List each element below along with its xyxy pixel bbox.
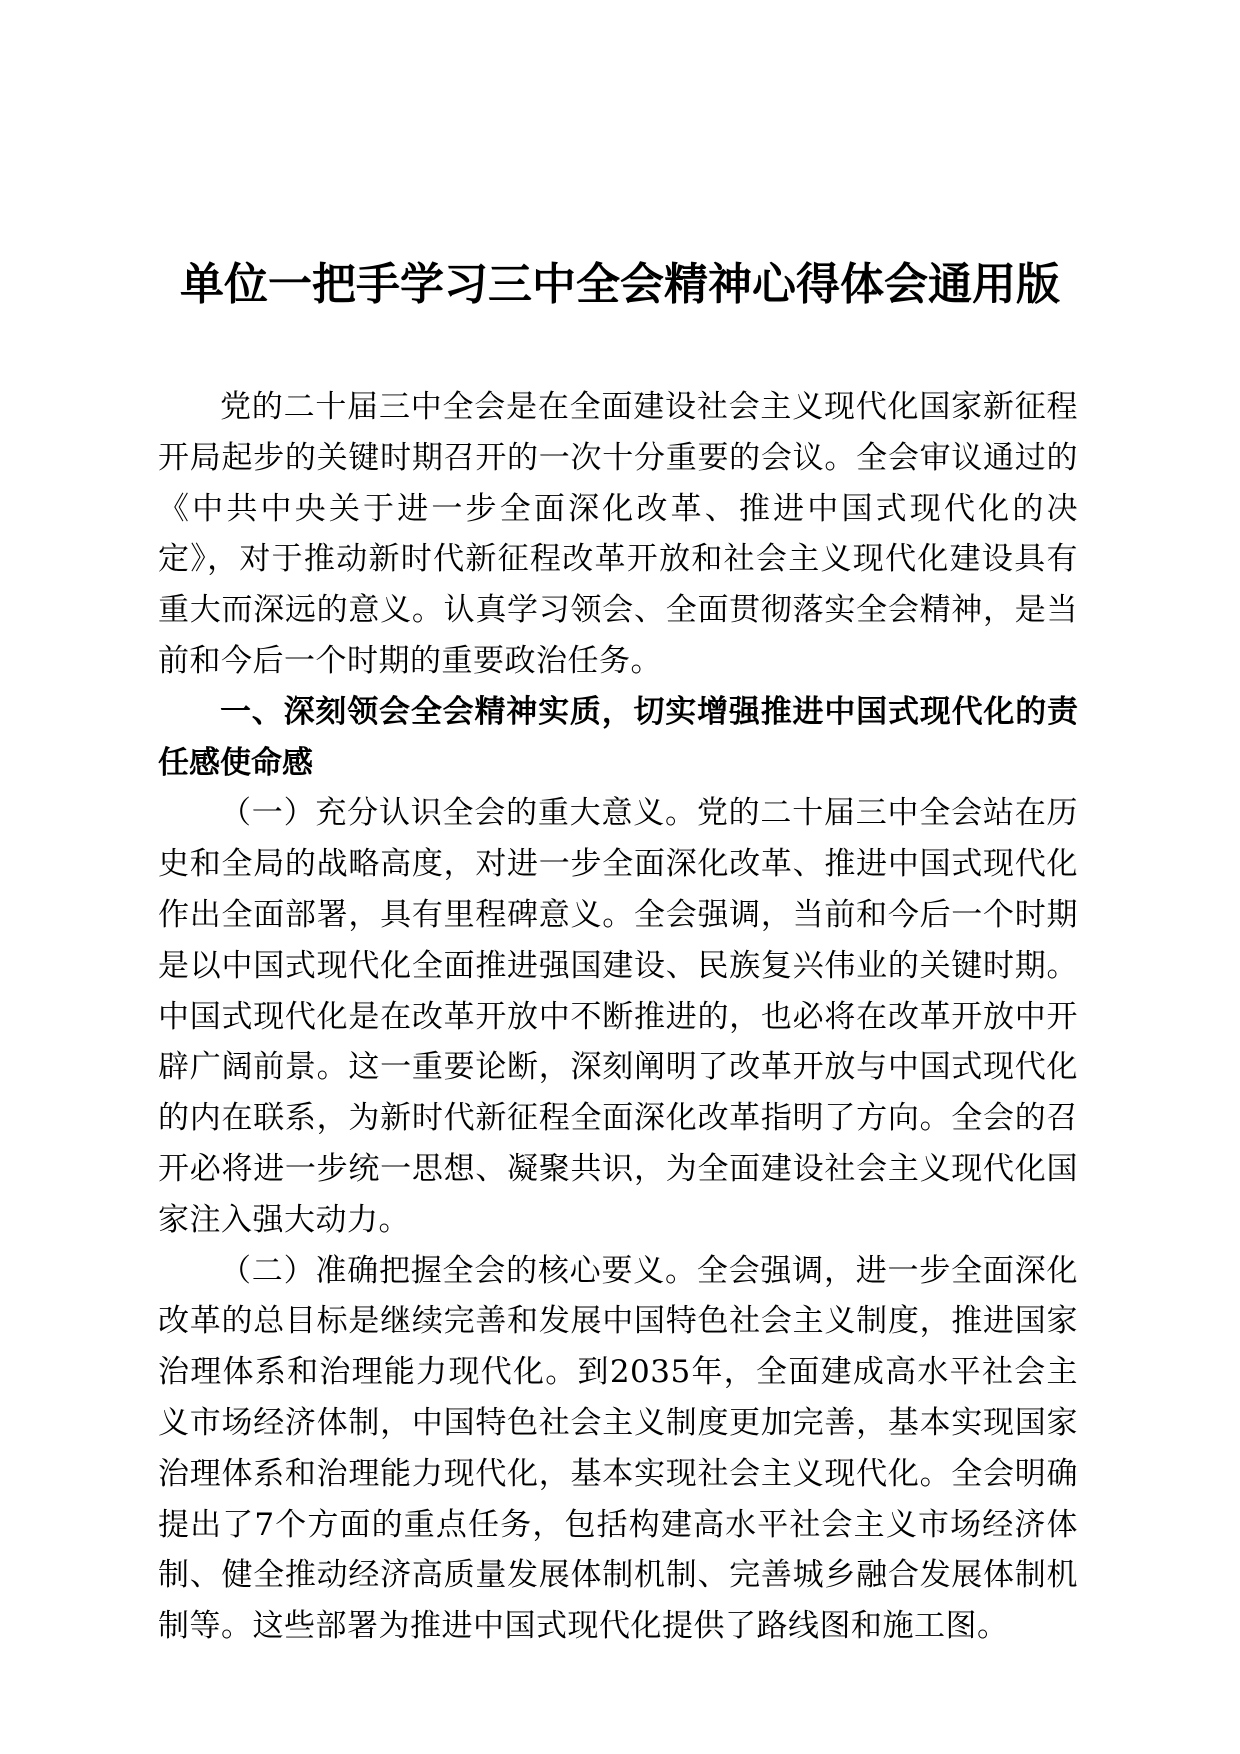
- subsection-paragraph-1: （一）充分认识全会的重大意义。党的二十届三中全会站在历史和全局的战略高度，对进一步全面深化改革、推进中国式现代化作出全面部署，具有里程碑意义。全会强调，当前和今后一个时期是以中国式现代化全面推进强国建设、民族复兴伟业的关键时期。中国式现代化是在改革开放中不断推进的，也必将在改革开放中开辟广阔前景。这一重要论断，深刻阐明了改革开放与中国式现代化的内在联系，为新时代新征程全面深化改革指明了方向。全会的召开必将进一步统一思想、凝聚共识，为全面建设社会主义现代化国家注入强大动力。: [158, 795, 1078, 1238]
- document-title: 单位一把手学习三中全会精神心得体会通用版: [180, 259, 1060, 310]
- section-heading-1: 一、深刻领会全会精神实质，切实增强推进中国式现代化的责任感使命感: [158, 693, 1078, 781]
- subsection-paragraph-2: （二）准确把握全会的核心要义。全会强调，进一步全面深化改革的总目标是继续完善和发展中国特色社会主义制度，推进国家治理体系和治理能力现代化。到2035年，全面建成高水平社会主义市场经济体制，中国特色社会主义制度更加完善，基本实现国家治理体系和治理能力现代化，基本实现社会主义现代化。全会明确提出了7个方面的重点任务，包括构建高水平社会主义市场经济体制、健全推动经济高质量发展体制机制、完善城乡融合发展体制机制等。这些部署为推进中国式现代化提供了路线图和施工图。: [158, 1252, 1078, 1645]
- intro-paragraph: 党的二十届三中全会是在全面建设社会主义现代化国家新征程开局起步的关键时期召开的一次十分重要的会议。全会审议通过的《中共中央关于进一步全面深化改革、推进中国式现代化的决定》，对于推动新时代新征程改革开放和社会主义现代化建设具有重大而深远的意义。认真学习领会、全面贯彻落实全会精神，是当前和今后一个时期的重要政治任务。: [158, 389, 1078, 679]
- document-body: [158, 382, 1078, 1652]
